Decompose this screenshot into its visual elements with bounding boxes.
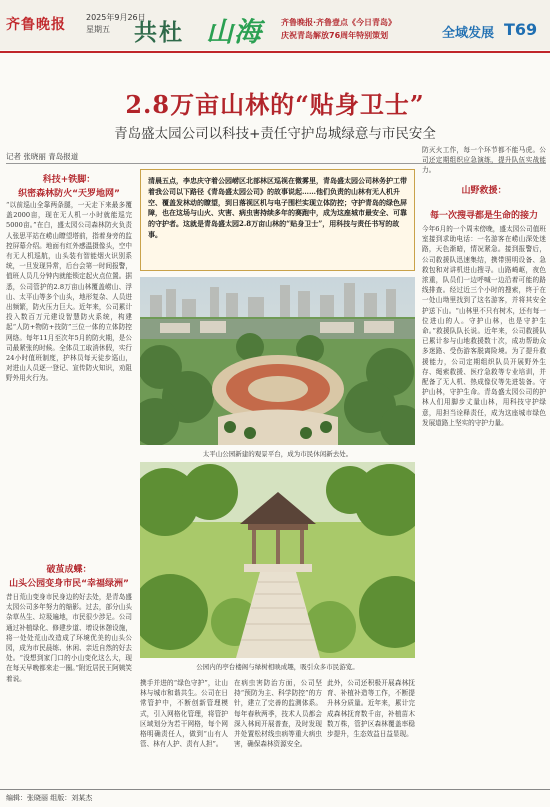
aerial-park-photo: [140, 277, 415, 445]
right-column-intro: 防灭火工作，每一个环节都不能马虎。公司还定期组织应急演练，提升队伍实战能力。: [422, 146, 546, 175]
slogan-part-a: 共杜: [134, 20, 184, 46]
left-column-body-1: “以前巡山全靠两条腿，一天走下来最多覆盖2000亩，现在无人机一小时就能巡完5000亩。”在白，盛太园公司森林防火负责人张思平站在崂山瞭望塔前，指着身旁的监控屏幕介绍。地面有红外感温摄像头，空中有无人机巡航，山头装有智能烟火识别系统，一旦发现异常，后台会第一时间报警，值班人员几分钟内就能锁定起火点位置。据悉，公司管护的2.8万亩山林覆盖崂山、浮山、太平山等多个山头，地形复杂、人员进出频繁，防火压力巨大。近年来，公司累计投入数百万元建设智慧防火系统，构建起“人防+物防+技防”三位一体的立体防控网络。每年11月至次年5月的防火期，是公司最紧张的时候。全体员工取消休假，实行24小时值班制度，护林员每天徒步巡山，对进山人员逐一登记、宣传防火知识，劝阻野外用火行为。: [6, 201, 132, 383]
issue-date: 2025年9月26日: [86, 13, 146, 22]
editor-credits: 编辑：张晓丽 组版：刘某杰: [6, 794, 93, 802]
section-name: 全域发展: [442, 26, 495, 41]
pavilion-photo: [140, 462, 415, 658]
middle-column-1: 携手并进的“绿色守护”，让山林与城市和谐共生。公司在日常管护中，不断创新管理模式，引入网格化管理，将管护区域划分为若干网格，每个网格明确责任人，做到“山有人管、林有人护、责有人担”。: [140, 679, 228, 749]
newspaper-brand: 齐鲁晚报: [6, 17, 66, 33]
section-title-tech-1: 科技+铁脚：: [42, 175, 96, 185]
footer-divider: [0, 789, 550, 790]
subheadline: 青岛盛太园公司以科技+责任守护岛城绿意与市民安全: [114, 126, 436, 142]
issue-weekday: 星期五: [86, 25, 110, 34]
page-number: T69: [504, 20, 538, 39]
byline: 记者 张晓丽 青岛报道: [6, 152, 79, 161]
photo-caption-1: 太平山公园新建的观景平台，成为市民休闲新去处。: [202, 450, 353, 458]
photo-caption-2: 公园内的亭台楼阁与绿树相映成趣，吸引众多市民游览。: [196, 663, 359, 671]
right-column-body: 今年6月的一个周末傍晚，盛太园公司值班室接到求助电话：一名游客在崂山深处迷路，天色渐暗，情况紧急。接到报警后，公司救援队迅速集结，携带照明设备、急救包和对讲机进山搜寻。山路崎岖，夜色浓重，队员们一边呼喊一边沿着可能的路线排查。经过近三个小时的搜索，终于在一处山坳里找到了这名游客，并将其安全护送下山。“山林里不只有树木，还有每一位进山的人。守护山林，也是守护生命。”救援队队长说。近年来，公司救援队已累计参与山地救援数十次，成功帮助众多迷路、受伤游客脱离险境。为了提升救援能力，公司定期组织队员开展野外生存、绳索救援、医疗急救等专业培训，并配备了无人机、热成像仪等先进装备。守护山林，守护生命。青岛盛太园公司的护林人们用脚步丈量山林，用科技守护绿意，用担当诠释责任，成为这座城市绿色发展道路上坚实的守护力量。: [422, 225, 546, 427]
section-title-tech-2: 织密森林防火“天罗地网”: [18, 189, 120, 199]
section-title-rescue-1: 山野救援：: [461, 186, 507, 196]
middle-column-2: 在病虫害防治方面，公司坚持“预防为主、科学防控”的方针，建立了完善的监测体系。每年春秋两季，技术人员都会深入林间开展普查，及时发现并处置松材线虫病等重大病虫害，确保森林资源安全。: [234, 679, 322, 749]
masthead-divider: [0, 51, 550, 53]
special-report-line-2: 庆祝青岛解放76周年特别策划: [281, 31, 389, 40]
section-title-park-1: 破茧成蝶：: [46, 565, 92, 575]
middle-column-3: 此外，公司还积极开展森林抚育、补植补造等工作，不断提升林分质量。近年来，累计完成森林抚育数千亩，补植苗木数万株，管护区森林覆盖率稳步提升，生态效益日益显现。: [327, 679, 415, 739]
lead-paragraph: 清晨五点，李忠庆守着公园崂区北部林区巡视在微雾里，青岛盛太园公司林务护工带着我公司以下路径《青岛盛太园公司》的故事说起……他们负责的山林有无人机升空、覆盖发林动的瞭望，到日落视区机与电子围栏实现立体防控；守护青岛的绿色屏障，也在这场与山火、灾害、病虫害持续多年的赛跑中，成为这座城市最安全、可靠的守护者。这就是青岛盛太园2.8万亩山林的“贴身卫士”，用科技与责任书写的故事。: [148, 176, 407, 239]
slogan-part-b: 山海: [206, 17, 262, 48]
special-report-line-1: 齐鲁晚报·齐鲁壹点《今日青岛》: [281, 18, 397, 27]
section-title-park-2: 山头公园变身市民“幸福绿洲”: [9, 579, 129, 589]
headline: 2.8万亩山林的“贴身卫士”: [125, 90, 425, 119]
section-title-rescue-2: 每一次搜寻都是生命的接力: [429, 211, 538, 221]
left-column-body-2: 昔日荒山变身市民身边的好去处，是青岛盛太园公司多年努力的缩影。过去，部分山头杂草丛生、垃圾遍地，市民很少涉足。公司通过补植绿化、修建步道、增设休憩设施，将一处处荒山改造成了环境优美的山头公园，成为市民晨练、休闲、亲近自然的好去处。“没想到家门口的小山变化这么大，现在每天早晚都来走一圈。”附近居民王阿姨笑着说。: [6, 593, 132, 683]
